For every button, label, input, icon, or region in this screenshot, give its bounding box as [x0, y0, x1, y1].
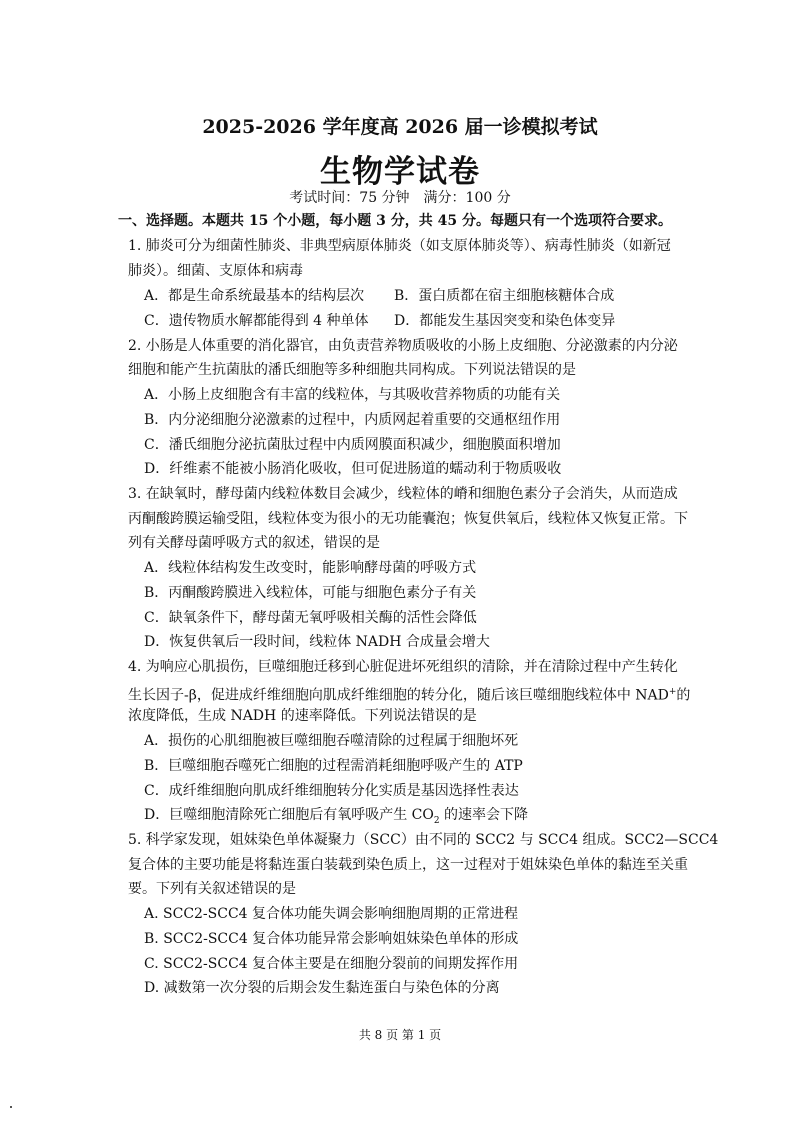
- question-3-stem-line-2: 丙酮酸跨膜运输受阻，线粒体变为很小的无功能囊泡；恢复供氧后，线粒体又恢复正常。下: [128, 511, 688, 527]
- question-5-option-b: B. SCC2-SCC4 复合体功能异常会影响姐妹染色单体的形成: [144, 931, 519, 947]
- exam-title: 2025-2026 学年度高 2026 届一诊模拟考试: [202, 116, 598, 138]
- question-4-stem-line-3: 浓度降低，生成 NADH 的速率降低。下列说法错误的是: [128, 708, 477, 724]
- co2-subscript: 2: [433, 815, 440, 826]
- subject-title: 生物学试卷: [320, 154, 480, 190]
- question-3-option-d: D．恢复供氧后一段时间，线粒体 NADH 合成量会增大: [144, 634, 490, 650]
- question-4-option-b: B．巨噬细胞吞噬死亡细胞的过程需消耗细胞呼吸产生的 ATP: [144, 758, 523, 774]
- question-3-stem-line-3: 列有关酵母菌呼吸方式的叙述，错误的是: [128, 535, 380, 551]
- question-2-stem-line-1: 2. 小肠是人体重要的消化器官，由负责营养物质吸收的小肠上皮细胞、分泌激素的内分泌: [128, 338, 678, 354]
- question-2-stem-line-2: 细胞和能产生抗菌肽的潘氏细胞等多种细胞共同构成。下列说法错误的是: [128, 362, 576, 378]
- page-footer: 共 8 页 第 1 页: [358, 1028, 442, 1042]
- question-5-stem-line-1: 5. 科学家发现，姐妹染色单体凝聚力（SCC）由不同的 SCC2 与 SCC4 组成。SCC2—SCC4: [128, 832, 719, 848]
- question-2-option-c: C．潘氏细胞分泌抗菌肽过程中内质网膜面积减少，细胞膜面积增加: [144, 437, 561, 453]
- question-1-option-a: A．都是生命系统最基本的结构层次: [144, 288, 365, 304]
- question-4-option-d: [144, 805, 528, 831]
- question-5-stem-line-3: 要。下列有关叙述错误的是: [128, 881, 296, 897]
- question-4-option-d-tail: 的速率会下降: [439, 807, 529, 823]
- question-5-option-a: A. SCC2-SCC4 复合体功能失调会影响细胞周期的正常进程: [144, 906, 519, 922]
- question-1-stem-line-2: 肺炎）。细菌、支原体和病毒: [128, 263, 303, 279]
- question-2-option-d: D．纤维素不能被小肠消化吸收，但可促进肠道的蠕动利于物质吸收: [144, 461, 562, 477]
- question-5-option-d: D. 减数第一次分裂的后期会发生黏连蛋白与染色体的分离: [144, 980, 500, 996]
- question-5-stem-line-2: 复合体的主要功能是将黏连蛋白装载到染色质上，这一过程对于姐妹染色单体的黏连至关重: [128, 857, 688, 873]
- exam-time-info: 考试时间：75 分钟 满分：100 分: [289, 190, 511, 206]
- question-4-stem-line-2-tail: 的: [676, 687, 691, 704]
- question-4-stem-line-1: 4. 为响应心肌损伤，巨噬细胞迁移到心脏促进坏死组织的清除，并在清除过程中产生转化: [128, 659, 678, 675]
- question-1-option-d: D．都能发生基因突变和染色体变异: [394, 313, 616, 329]
- question-3-option-b: B．丙酮酸跨膜进入线粒体，可能与细胞色素分子有关: [144, 585, 477, 601]
- question-2-option-b: B．内分泌细胞分泌激素的过程中，内质网起着重要的交通枢纽作用: [144, 412, 561, 428]
- section-heading: 一、选择题。本题共 15 个小题，每小题 3 分，共 45 分。每题只有一个选项符合要求。: [118, 213, 672, 229]
- question-3-option-a: A．线粒体结构发生改变时，能影响酵母菌的呼吸方式: [144, 560, 477, 576]
- question-4-option-a: A．损伤的心肌细胞被巨噬细胞吞噬清除的过程属于细胞坏死: [144, 733, 519, 749]
- question-4-stem-line-2: [128, 682, 690, 706]
- question-4-option-c: C．成纤维细胞向肌成纤维细胞转分化实质是基因选择性表达: [144, 783, 519, 799]
- question-1-stem-line-1: 1. 肺炎可分为细菌性肺炎、非典型病原体肺炎（如支原体肺炎等）、病毒性肺炎（如新冠: [128, 238, 671, 254]
- nad-plus-superscript: +: [668, 687, 677, 697]
- question-1-option-c: C．遗传物质水解都能得到 4 种单体: [144, 313, 369, 329]
- question-3-stem-line-1: 3. 在缺氧时，酵母菌内线粒体数目会减少，线粒体的嵴和细胞色素分子会消失，从而造成: [128, 486, 678, 502]
- question-4-option-d-text: D．巨噬细胞清除死亡细胞后有氧呼吸产生 CO: [144, 807, 434, 823]
- question-3-option-c: C．缺氧条件下，酵母菌无氧呼吸相关酶的活性会降低: [144, 610, 477, 626]
- question-5-option-c: C. SCC2-SCC4 复合体主要是在细胞分裂前的间期发挥作用: [144, 956, 519, 972]
- question-1-option-b: B．蛋白质都在宿主细胞核糖体合成: [394, 288, 615, 304]
- scan-speck: [10, 1106, 12, 1108]
- question-2-option-a: A．小肠上皮细胞含有丰富的线粒体，与其吸收营养物质的功能有关: [144, 387, 561, 403]
- question-4-stem-line-2-text: 生长因子-β，促进成纤维细胞向肌成纤维细胞的转分化，随后该巨噬细胞线粒体中 NAD: [128, 687, 669, 704]
